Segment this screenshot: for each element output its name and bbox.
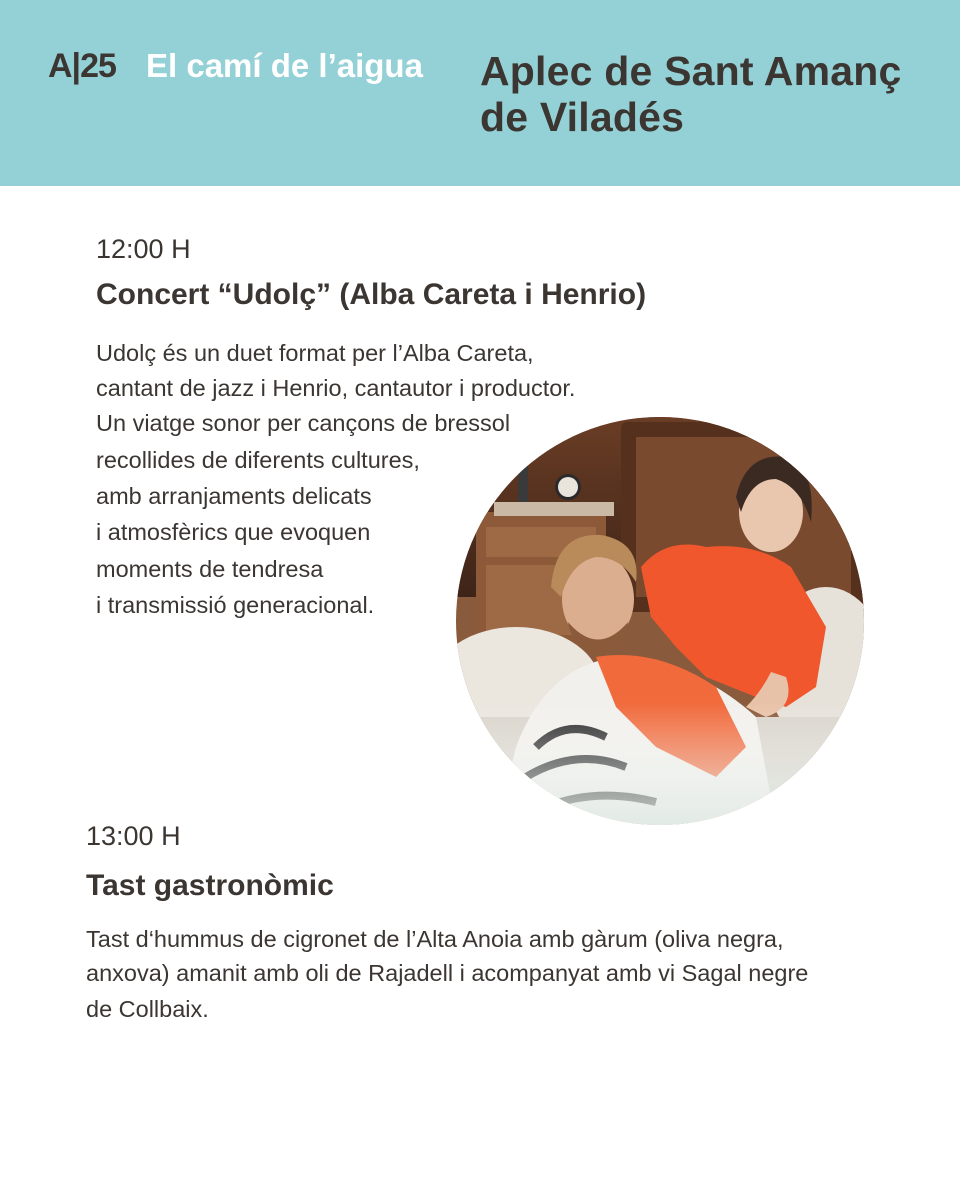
item-1-time: 12:00 H [96, 234, 191, 264]
item-1-description-line: moments de tendresa [96, 556, 324, 582]
item-1-title: Concert “Udolç” (Alba Careta i Henrio) [96, 278, 647, 311]
item-1-description-line: amb arranjaments delicats [96, 483, 372, 509]
series-title: El camí de l’aigua [146, 47, 423, 84]
item-2-description-line: Tast d‘hummus de cigronet de l’Alta Anoia amb gàrum (oliva negra, [86, 926, 784, 952]
item-1-description-line: i transmissió generacional. [96, 592, 375, 618]
item-1-description-line: cantant de jazz i Henrio, cantautor i productor. [96, 375, 576, 401]
event-title-line-1: Aplec de Sant Amanç [480, 48, 902, 94]
item-2-description-line: anxova) amanit amb oli de Rajadell i acompanyat amb vi Sagal negre [86, 960, 809, 986]
item-2-title: Tast gastronòmic [86, 869, 334, 902]
item-2-description-line: de Collbaix. [86, 996, 209, 1022]
header-band [0, 0, 960, 186]
item-1-description-line: Udolç és un duet format per l’Alba Careta, [96, 340, 534, 366]
item-2-time: 13:00 H [86, 821, 181, 851]
event-title [480, 48, 940, 140]
festival-logo: A|25 [48, 47, 116, 85]
item-1-description-line: recollides de diferents cultures, [96, 447, 420, 473]
item-1-description-line: i atmosfèrics que evoquen [96, 519, 371, 545]
event-title-line-2: de Viladés [480, 94, 685, 140]
item-1-description-line: Un viatge sonor per cançons de bressol [96, 410, 511, 436]
duo-photo [456, 417, 864, 825]
